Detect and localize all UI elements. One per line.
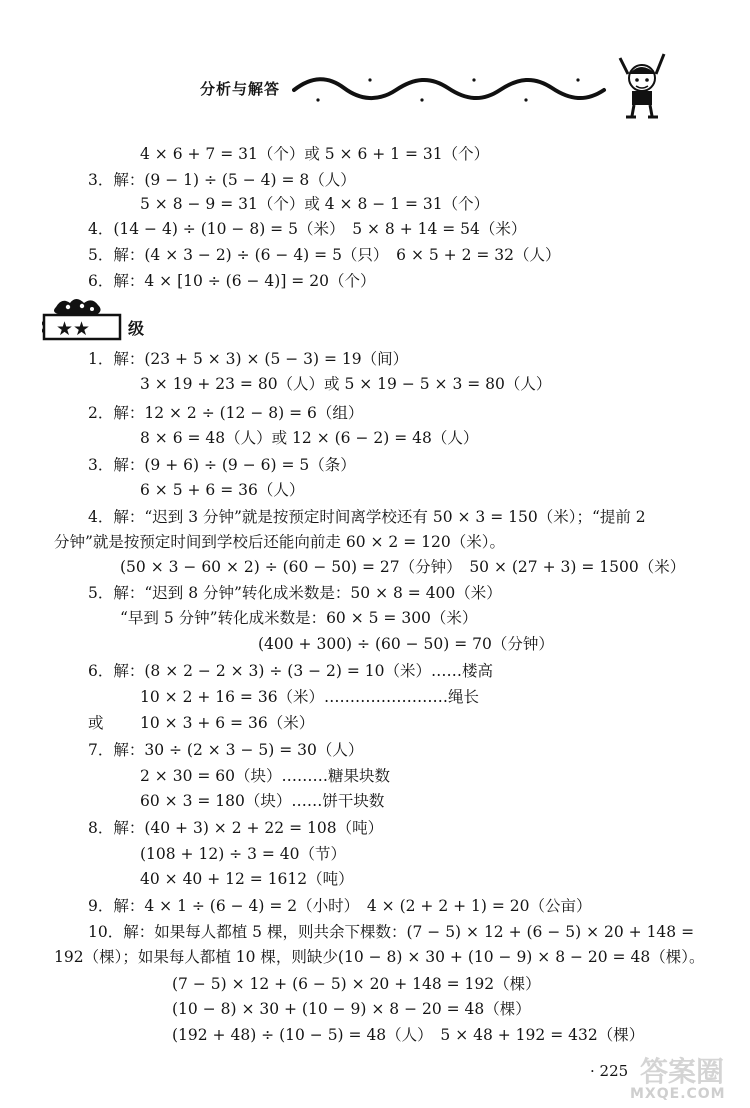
answer-line: 10 × 3 + 6 = 36（米） [140, 714, 315, 732]
answer-line: 5 × 8 − 9 = 31（个）或 4 × 8 − 1 = 31（个） [140, 195, 490, 213]
answer-line: 10．解：如果每人都植 5 棵，则共余下棵数：(7 − 5) × 12 + (6 − 5) × 20 + 148 = [88, 923, 695, 941]
answer-line: 5．解：(4 × 3 − 2) ÷ (6 − 4) = 5（只） 6 × 5 + 2 = 32（人） [88, 246, 561, 264]
level-label: 级 [128, 319, 145, 338]
answer-line: 10 × 2 + 16 = 36（米）……………………绳长 [140, 688, 480, 706]
level-stars: ★★ [56, 318, 91, 340]
wavy-line-decoration [292, 72, 622, 108]
section-title: 分析与解答 [200, 80, 281, 98]
watermark-logo: 答案圈 [640, 1055, 725, 1088]
answer-line: 6 × 5 + 6 = 36（人） [140, 481, 305, 499]
answer-line: 192（棵）；如果每人都植 10 棵，则缺少(10 − 8) × 30 + (10 − 9) × 8 − 20 = 48（棵）。 [54, 948, 705, 966]
answer-line: 9．解：4 × 1 ÷ (6 − 4) = 2（小时） 4 × (2 + 2 + 1) = 20（公亩） [88, 897, 592, 915]
answer-line: 6．解：(8 × 2 − 2 × 3) ÷ (3 − 2) = 10（米）……楼高 [88, 662, 493, 680]
answer-line: 分钟”就是按预定时间到学校后还能向前走 60 × 2 = 120（米）。 [54, 533, 505, 551]
answer-line: 40 × 40 + 12 = 1612（吨） [140, 870, 354, 888]
answer-line: 60 × 3 = 180（块）……饼干块数 [140, 792, 385, 810]
answer-line: (10 − 8) × 30 + (10 − 9) × 8 − 20 = 48（棵） [172, 1000, 531, 1018]
answer-line: 3．解：(9 + 6) ÷ (9 − 6) = 5（条） [88, 456, 356, 474]
answer-line: 1．解：(23 + 5 × 3) × (5 − 3) = 19（间） [88, 350, 409, 368]
answer-line: (400 + 300) ÷ (60 − 50) = 70（分钟） [258, 635, 554, 653]
answer-line: 4．解：“迟到 3 分钟”就是按预定时间离学校还有 50 × 3 = 150（米）；“提前 2 [88, 508, 646, 526]
watermark-text: MXQE.COM [630, 1086, 726, 1102]
answer-line: “早到 5 分钟”转化成米数是：60 × 5 = 300（米） [120, 609, 478, 627]
answer-line: (50 × 3 − 60 × 2) ÷ (60 − 50) = 27（分钟） 50 × (27 + 3) = 1500（米） [120, 558, 686, 576]
cartoon-kid-icon [612, 50, 672, 120]
answer-line: (7 − 5) × 12 + (6 − 5) × 20 + 148 = 192（棵） [172, 975, 541, 993]
answer-line: 2．解：12 × 2 ÷ (12 − 8) = 6（组） [88, 404, 364, 422]
answer-line: 8．解：(40 + 3) × 2 + 22 = 108（吨） [88, 819, 384, 837]
page-number: · 225 [590, 1062, 629, 1080]
answer-line: 3 × 19 + 23 = 80（人）或 5 × 19 − 5 × 3 = 80（人） [140, 375, 552, 393]
answer-line: 8 × 6 = 48（人）或 12 × (6 − 2) = 48（人） [140, 429, 479, 447]
answer-line: 2 × 30 = 60（块）………糖果块数 [140, 767, 390, 785]
answer-line-prefix: 或 [88, 714, 104, 732]
answer-line: 4 × 6 + 7 = 31（个）或 5 × 6 + 1 = 31（个） [140, 145, 490, 163]
answer-line: 6．解：4 × [10 ÷ (6 − 4)] = 20（个） [88, 272, 376, 290]
answer-line: 5．解：“迟到 8 分钟”转化成米数是：50 × 8 = 400（米） [88, 584, 502, 602]
answer-line: 7．解：30 ÷ (2 × 3 − 5) = 30（人） [88, 741, 364, 759]
answer-line: (108 + 12) ÷ 3 = 40（节） [140, 845, 347, 863]
answer-line: (192 + 48) ÷ (10 − 5) = 48（人） 5 × 48 + 192 = 432（棵） [172, 1026, 645, 1044]
answer-line: 4．(14 − 4) ÷ (10 − 8) = 5（米） 5 × 8 + 14 = 54（米） [88, 220, 527, 238]
answer-line: 3．解：(9 − 1) ÷ (5 − 4) = 8（人） [88, 171, 356, 189]
